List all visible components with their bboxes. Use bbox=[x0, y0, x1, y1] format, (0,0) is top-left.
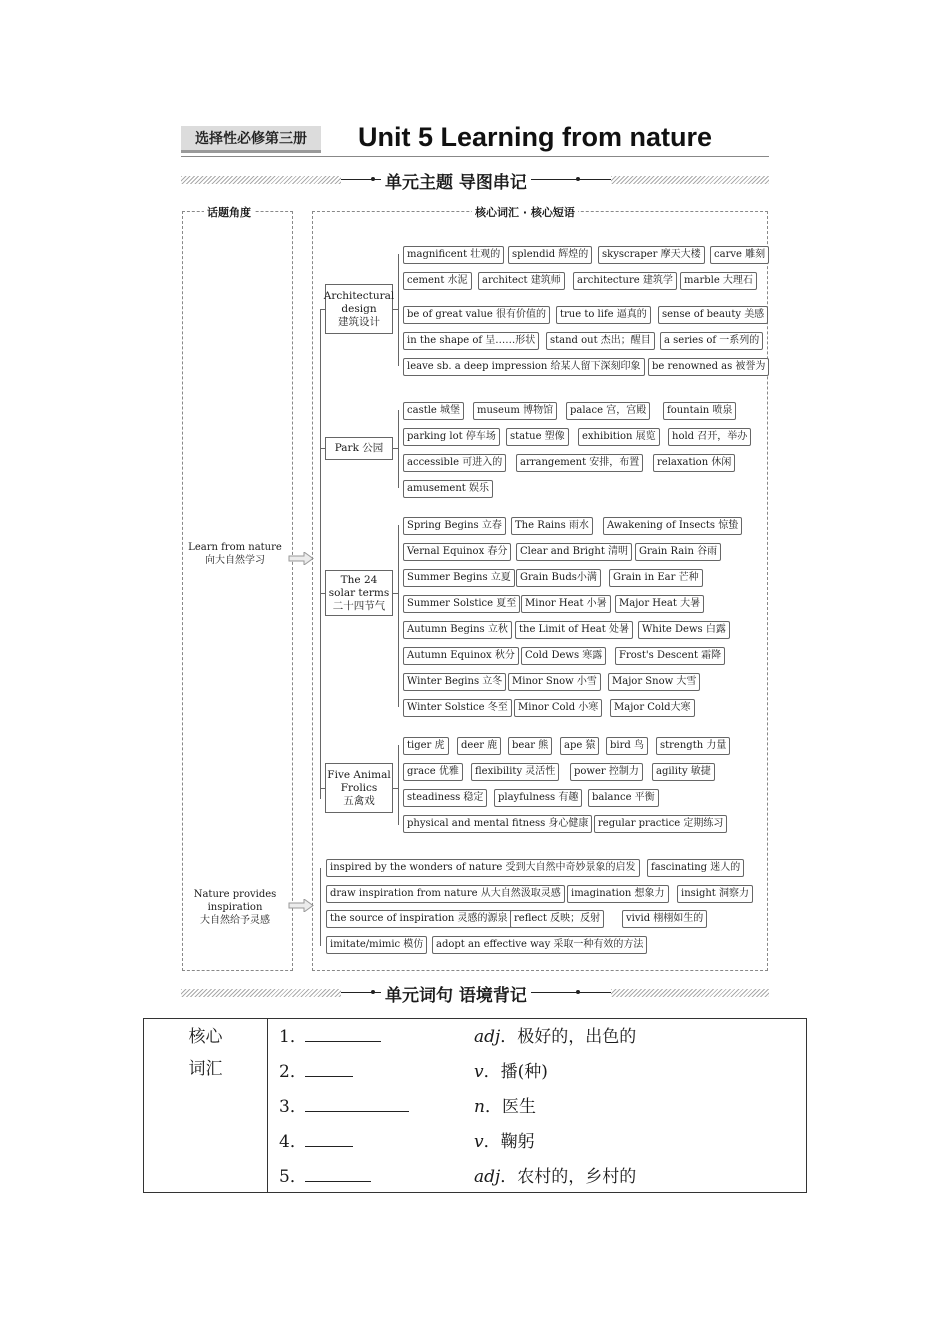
vocab-chip: statue 塑像 bbox=[506, 428, 569, 446]
vocab-chip: steadiness 稳定 bbox=[403, 789, 487, 807]
vocab-chip: strength 力量 bbox=[656, 737, 730, 755]
topic-inspiration: Nature provides inspiration 大自然给予灵感 bbox=[193, 889, 277, 926]
chip-group-inspiration bbox=[320, 857, 768, 957]
answer-blank[interactable] bbox=[305, 1025, 381, 1042]
topic-learn: Learn from nature 向大自然学习 bbox=[188, 542, 282, 566]
vocab-chip: palace 宫，宫殿 bbox=[566, 402, 650, 420]
vocab-chip: leave sb. a deep impression 给某人留下深刻印象 bbox=[403, 358, 645, 376]
table-row: 4． bbox=[279, 1127, 353, 1152]
header-rule bbox=[181, 156, 769, 157]
topic-panel bbox=[182, 211, 293, 971]
vocab-chip: museum 博物馆 bbox=[473, 402, 557, 420]
table-definition: adj．极好的，出色的 bbox=[474, 1027, 637, 1047]
table-row: 5． bbox=[279, 1162, 371, 1187]
vocab-chip: parking lot 停车场 bbox=[403, 428, 500, 446]
section-heading-vocab bbox=[181, 981, 769, 1005]
vocab-chip: Minor Cold 小寒 bbox=[514, 699, 602, 717]
vocab-chip: architecture 建筑学 bbox=[573, 272, 677, 290]
vocab-chip: ape 猿 bbox=[560, 737, 599, 755]
table-category: 核心 bbox=[188, 1027, 223, 1047]
vocab-chip: Autumn Begins 立秋 bbox=[403, 621, 512, 639]
vocab-chip: cement 水泥 bbox=[403, 272, 472, 290]
vocab-chip: Spring Begins 立春 bbox=[403, 517, 506, 535]
answer-blank[interactable] bbox=[305, 1130, 353, 1147]
vocab-chip: Grain in Ear 芒种 bbox=[609, 569, 703, 587]
vocab-chip: The Rains 雨水 bbox=[511, 517, 593, 535]
vocab-chip: bird 鸟 bbox=[606, 737, 648, 755]
vocab-chip: power 控制力 bbox=[570, 763, 643, 781]
vocab-chip: Vernal Equinox 春分 bbox=[403, 543, 511, 561]
book-tag: 选择性必修第三册 bbox=[181, 126, 321, 153]
vocab-chip: Summer Begins 立夏 bbox=[403, 569, 515, 587]
vocab-chip: fascinating 迷人的 bbox=[647, 859, 744, 877]
vocab-chip: stand out 杰出；醒目 bbox=[546, 332, 655, 350]
vocab-chip: playfulness 有趣 bbox=[494, 789, 582, 807]
vocab-chip: Grain Buds小满 bbox=[516, 569, 601, 587]
table-row: 1． bbox=[279, 1022, 381, 1047]
vocab-chip: Major Heat 大暑 bbox=[615, 595, 704, 613]
vocab-chip: deer 鹿 bbox=[457, 737, 501, 755]
vocab-chip: true to life 逼真的 bbox=[556, 306, 651, 324]
vocab-chip: vivid 栩栩如生的 bbox=[622, 910, 707, 928]
vocab-chip: magnificent 壮观的 bbox=[403, 246, 504, 264]
unit-title: Unit 5 Learning from nature bbox=[358, 122, 713, 152]
vocab-chip: Minor Snow 小雪 bbox=[508, 673, 601, 691]
vocab-chip: exhibition 展览 bbox=[578, 428, 660, 446]
topic-panel-label: 话题角度 bbox=[204, 204, 254, 220]
vocab-chip: Minor Heat 小暑 bbox=[521, 595, 611, 613]
vocab-chip: physical and mental fitness 身心健康 bbox=[403, 815, 592, 833]
category-architecture: Architectural design 建筑设计 bbox=[325, 284, 393, 334]
category-solar-terms: The 24 solar terms 二十四节气 bbox=[325, 570, 393, 616]
answer-blank[interactable] bbox=[305, 1095, 409, 1112]
section-heading-mindmap bbox=[181, 168, 769, 192]
tree-line bbox=[320, 309, 321, 799]
section-title: 单元主题 导图串记 bbox=[381, 168, 531, 193]
vocab-chip: Clear and Bright 清明 bbox=[516, 543, 632, 561]
arrow-right-icon bbox=[288, 899, 314, 912]
vocab-chip: carve 雕刻 bbox=[710, 246, 769, 264]
table-row: 2． bbox=[279, 1057, 353, 1082]
vocab-chip: Autumn Equinox 秋分 bbox=[403, 647, 519, 665]
answer-blank[interactable] bbox=[305, 1060, 353, 1077]
vocab-chip: Major Cold大寒 bbox=[610, 699, 695, 717]
chip-group-solar-terms bbox=[398, 515, 768, 720]
vocab-chip: Grain Rain 谷雨 bbox=[635, 543, 721, 561]
table-definition: adj．农村的，乡村的 bbox=[474, 1167, 637, 1187]
vocab-chip: insight 洞察力 bbox=[677, 885, 753, 903]
arrow-right-icon bbox=[288, 552, 314, 565]
vocab-chip: castle 城堡 bbox=[403, 402, 464, 420]
vocab-chip: grace 优雅 bbox=[403, 763, 463, 781]
vocab-chip: marble 大理石 bbox=[680, 272, 757, 290]
category-park: Park 公园 bbox=[325, 437, 393, 460]
vocab-chip: sense of beauty 美感 bbox=[658, 306, 768, 324]
vocab-panel-label: 核心词汇 · 核心短语 bbox=[472, 204, 578, 220]
vocab-chip: adopt an effective way 采取一种有效的方法 bbox=[432, 936, 647, 954]
vocab-table bbox=[143, 1018, 807, 1193]
vocab-chip: agility 敏捷 bbox=[652, 763, 715, 781]
vocab-chip: amusement 娱乐 bbox=[403, 480, 493, 498]
answer-blank[interactable] bbox=[305, 1165, 371, 1182]
vocab-chip: a series of 一系列的 bbox=[660, 332, 763, 350]
vocab-chip: accessible 可进入的 bbox=[403, 454, 506, 472]
vocab-chip: bear 熊 bbox=[508, 737, 552, 755]
table-definition: v．鞠躬 bbox=[474, 1132, 535, 1152]
vocab-chip: be of great value 很有价值的 bbox=[403, 306, 550, 324]
vocab-chip: Awakening of Insects 惊蛰 bbox=[603, 517, 742, 535]
vocab-chip: Winter Solstice 冬至 bbox=[403, 699, 512, 717]
vocab-chip: tiger 虎 bbox=[403, 737, 449, 755]
vocab-chip: imagination 想象力 bbox=[567, 885, 669, 903]
vocab-chip: Frost's Descent 霜降 bbox=[615, 647, 725, 665]
section-title: 单元词句 语境背记 bbox=[381, 981, 531, 1006]
vocab-chip: be renowned as 被誉为 bbox=[648, 358, 769, 376]
chip-group-five-animal-frolics bbox=[398, 735, 768, 835]
vocab-chip: in the shape of 呈……形状 bbox=[403, 332, 539, 350]
vocab-chip: skyscraper 摩天大楼 bbox=[598, 246, 705, 264]
vocab-chip: Cold Dews 寒露 bbox=[521, 647, 606, 665]
vocab-chip: relaxation 休闲 bbox=[653, 454, 735, 472]
vocab-chip: draw inspiration from nature 从大自然汲取灵感 bbox=[326, 885, 565, 903]
vocab-chip: hold 召开，举办 bbox=[668, 428, 751, 446]
vocab-chip: imitate/mimic 模仿 bbox=[326, 936, 427, 954]
vocab-chip: arrangement 安排，布置 bbox=[516, 454, 643, 472]
table-definition: v．播(种) bbox=[474, 1062, 548, 1082]
vocab-chip: architect 建筑师 bbox=[478, 272, 565, 290]
vocab-chip: splendid 辉煌的 bbox=[508, 246, 592, 264]
vocab-chip: White Dews 白露 bbox=[638, 621, 730, 639]
vocab-chip: Winter Begins 立冬 bbox=[403, 673, 506, 691]
table-category: 词汇 bbox=[188, 1059, 223, 1079]
vocab-chip: the source of inspiration 灵感的源泉 bbox=[326, 910, 512, 928]
category-five-animal-frolics: Five Animal Frolics 五禽戏 bbox=[325, 763, 393, 813]
vocab-chip: regular practice 定期练习 bbox=[594, 815, 727, 833]
table-definition: n．医生 bbox=[474, 1097, 536, 1117]
vocab-chip: reflect 反映；反射 bbox=[510, 910, 604, 928]
vocab-chip: the Limit of Heat 处暑 bbox=[515, 621, 633, 639]
table-row: 3． bbox=[279, 1092, 409, 1117]
vocab-chip: Summer Solstice 夏至 bbox=[403, 595, 520, 613]
vocab-chip: inspired by the wonders of nature 受到大自然中奇妙景象的启发 bbox=[326, 859, 640, 877]
vocab-chip: flexibility 灵活性 bbox=[471, 763, 559, 781]
vocab-chip: balance 平衡 bbox=[588, 789, 659, 807]
chip-group-architecture bbox=[398, 244, 768, 379]
chip-group-park bbox=[398, 400, 768, 500]
vocab-chip: fountain 喷泉 bbox=[663, 402, 736, 420]
vocab-chip: Major Snow 大雪 bbox=[608, 673, 700, 691]
